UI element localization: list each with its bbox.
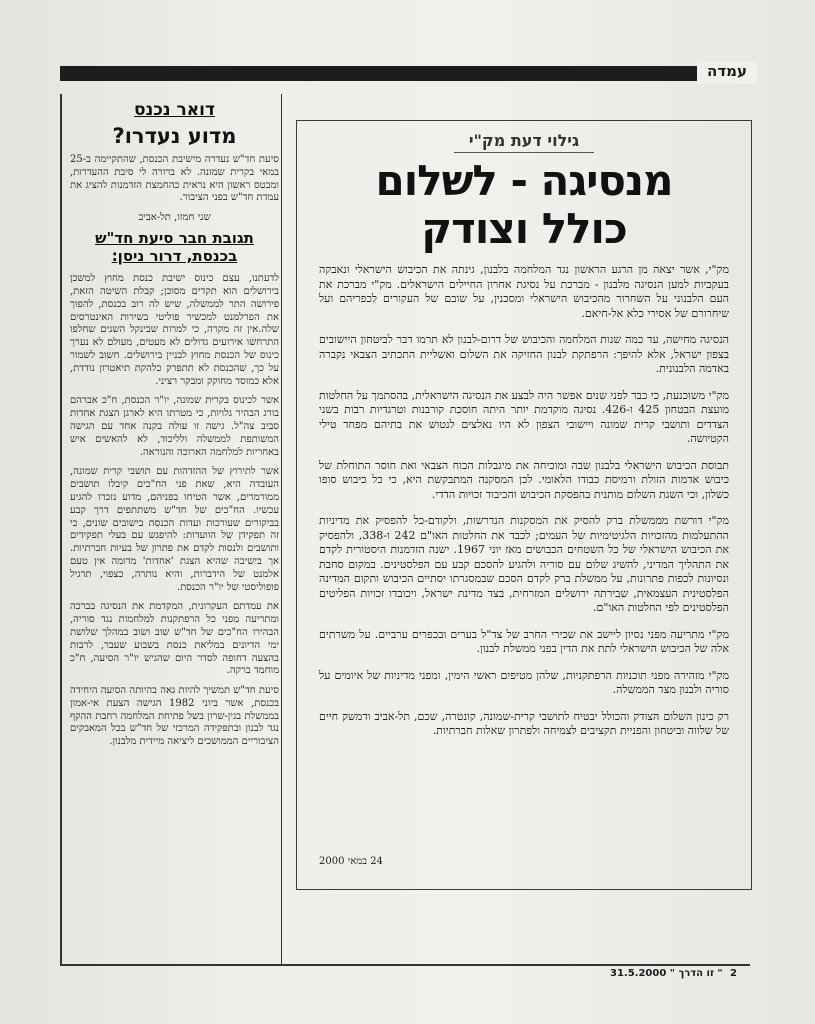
reader-letter: סיעת חד"ש נעדרה מישיבת הכנסת, שהתקיימה ב-25 במאי בקרית שמונה. לא ברורה לי סיבת ההעדרות, ומבטס ראשון היא נראית כהחמצת הזדמנות להציג את עמדת חד"ש בפני הציבור. (70, 154, 279, 204)
reply-paragraph: את עמדתם העקרונית, המקדמת את הנסיגה בברכה ומתריעה מפני כל הרפתקנות למלחמות נגד סוריה, הבהירו הח"כים של חד"ש שוב ושוב במהלך שלושת ימי הדיונים במליאת כנסת בשבוע שעבר, לרבות בהצעה דחופה לסדר היום שהגיש יו"ר הסיעה, ח"כ מוחמד ברקה. (70, 601, 279, 677)
letter-headline: מדוע נעדרו? (112, 124, 237, 148)
reply-paragraph: אשר לכינוס בקרית שמונה, יו"ר הכנסת, ח"כ אברהם בורג הבהיר גלויות, כי מטרתו היא לארגן הצגת אחדות סביב צה"ל. גישה זו עולה בקנה אחד עם הגישה המשותפת לממשלה ולליכוד, לא להאשים איש באחריות למלחמה הארוכה והנוראה. (70, 395, 279, 458)
header-rule (60, 66, 750, 81)
footer-rule (60, 964, 750, 966)
letters-column (60, 94, 282, 964)
reply-paragraph: לדעתנו, עצם כינוס ישיבת כנסת מחוץ למשכן בירושלים הוא תקדים מסוכן; קבלת השיטה הזאת, פירושה התר לממשלה, שיש לה רוב בכנסת, להפוך את הפרלמנט למכשיר פוליטי בשירות האינטרסים שלה.אין זה מקרה, כי למרות שבינקל השנים שחלפו התרחשו אירועים גדולים לא מעטים, מעולם לא נערך כינוס של הכנסת מחוץ לבניין בירושלים. חשוב לשמור על כך, שהכנסת לא תתפרק כלהקת תיאטרון נודדת, אלא כמוסד מחוקק ומבקר רציני. (70, 273, 279, 387)
letters-section-title: דואר נכנס (134, 100, 215, 120)
article-paragraph: תבוסת הכיבוש הישראלי בלבנון שבה ומוכיחה את מיגבלות הכוח הצבאי ואת חוסר התוחלת של כיבוש אדמות הזולת ורמיסת כבודו הלאומי. לכן המסקנה המתבקשת היא, כי כל כיבוש סופו כשלון, וכי השגת השלום מותנית בהפסקת הכיבוש והכיבוד זכויות הדדי. (319, 458, 729, 501)
article-paragraph: הנסיגה מחישה, עד כמה שנות המלחמה והכיבוש של דרום-לבנון לא תרמו דבר לביטחון היישובים בצפון ישראל, אלא להיפך: הרפתקת לבנון החזיקה את השלום ואשליית התכתיב הצבאי נקברה באדמה הלבנונית. (319, 333, 729, 375)
article-paragraph: מק"י מזהירה מפני תוכניות הרפתקניות, שלהן מטיפים ראשי הימין, ומפני מדיניות של איומים על סוריה ולבנון מצד הממשלה. (319, 668, 729, 696)
letter-signature: שני חמזו, תל-אביב (138, 212, 211, 224)
statement-box (296, 120, 752, 890)
page-number: 2 (730, 968, 737, 979)
article-paragraph: מק"י, אשר יצאה מן הרגע הראשון נגד המלחמה בלבנון, גינתה את הכיבוש הישראלי ונאבקה בעקביות למען הנסיגה מלבנון - מברכת על נסיגת אחרון החיילים הישראלים. מק"י מברכת את העם הלבנוני על השחרור מהכיבוש הישראלי ומסכנין, על שובם של העקורים לכפריהם ועל שיחרורם של אסירי כלא אל-חיאם. (319, 263, 729, 320)
article-kicker: גילוי דעת מק"י (454, 131, 594, 153)
article-headline (319, 157, 729, 253)
footer-publication: 31.5.2000 " זו הדרך " (610, 968, 723, 979)
article-paragraph: מק"י משוכנעת, כי כבר לפני שנים אפשר היה לבצע את הנסיגה הישראלית, בהסתמך על החלטות מועצת הבטחון 425 ו-426. נסיגה מוקדמת יותר היתה חוסכת קורבנות וטרגדיות רבות בשני הצדדים ותושבי קרית שמונה ויישובי הצפון לא היו נאלצים לנטוש את בתיהם מפחד טילי הקטיושה. (319, 388, 729, 445)
headline-line-1: מנסיגה - לשלום (375, 156, 673, 205)
article-paragraph: רק כינון השלום הצודק והכולל יבטיח לתושבי קרית-שמונה, קונטרה, שכם, תל-אביב ודמשק חיים של שלווה וביטחון והפניית תקציבים לצמיחה ולפתרון שאלות חברתיות. (319, 709, 729, 737)
article-paragraph: מק"י מתריעה מפני נסיון ליישב את שכירי החרב של צד"ל בערים ובכפרים ערביים. על משרתים אלה של הכיבוש הישראלי לתת את הדין בפני ממשלת לבנון. (319, 627, 729, 655)
reply-paragraph: אשר לתירוץ של ההזדהות עם תושבי קרית שמונה, העובדה היא, שאת פני הח"כים קיבלו תושבים ממורמרים, אשר הטיחו בפניהם, מדוע נזכרו להגיע עכשיו. הח"כים של חד"ש משתתפים דרך קבע בביקורים שעורכות ועדות הכנסת בישובים שונים, כי זה תפקידן של הוועדות: להיפגש עם בעלי תפקידים ותושבים ולנסות לקדם את פתרון של בעיות חברתיות. אך בישיבה שהיא הצגת 'אחדות' מדומה אין טעם אלמנט של הידברות, והיא נותרה, כצפוי, תרגיל פופוליסטי של יו"ר הכנסת. (70, 466, 279, 593)
article-date: 24 במאי 2000 (319, 856, 383, 867)
section-header: עמדה (697, 62, 757, 84)
headline-line-2: כולל וצודק (421, 204, 627, 253)
reply-paragraph: סיעת חד"ש תמשיך להיות גאה בהיותה הסיעה היחידה בכנסת, אשר ביוני 1982 הגישה הצעת אי-אמון בממשלת בגין-שרון בשל פתיחת המלחמה רחבת ההקף נגד לבנון ובתפקידה המרכזי של חד"ש בכל המאבקים הציבוריים הממושכים ליציאה מיידית מלבנון. (70, 685, 279, 748)
article-paragraph: מק"י דורשת מממשלת ברק להסיק את המסקנות הנדרשות, ולקודם-כל להפסיק את מדיניות ההתעלמות מהזכויות הלגיטימיות של העמים; לכבד את החלטות האו"ם 242 ו-338, ולהפסיק את הכיבוש הישראלי של כל השטחים הכבושים מאז יוני 1967. ישנה הזדמנות היסטורית לקדם את התהליך המדיני, להשיג שלום עם סוריה ולהגיע להסכם קבע עם הפלסטינים. במקום סחבת ונסיונות לכפות פתרונות, על ממשלת ברק לקדם הסכם שבמסגרתו יסתיים הכיבוש ותקום המדינה הפלסטינית העצמאית, שבירתה ירושלים המזרחית, בצד מדינת ישראל, ויכובדו זכויות הפליטים הפלסטינים לפי החלטות האו"ם. (319, 514, 730, 614)
reply-subhead: תגובת חבר סיעת חד"ש בכנסת, דרור ניסן: (95, 229, 254, 266)
